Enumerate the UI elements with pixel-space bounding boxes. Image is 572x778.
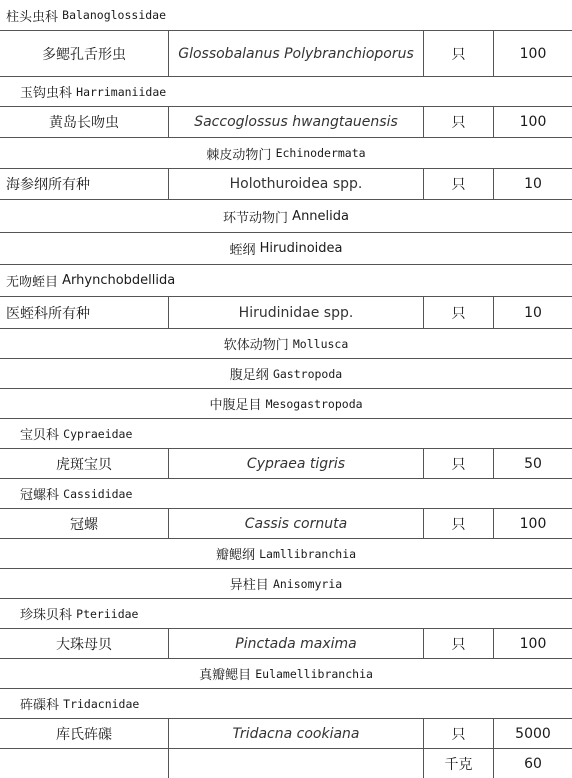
scientific-name xyxy=(168,749,423,778)
table-row-header xyxy=(0,233,572,265)
family-latin: Cypraeidae xyxy=(63,426,133,441)
common-name: 库氏砗磲 xyxy=(56,726,112,743)
class-latin: Lamllibranchia xyxy=(259,546,357,561)
table-row xyxy=(0,509,572,539)
quantity: 10 xyxy=(493,169,572,199)
table-row xyxy=(0,629,572,659)
table-row-header xyxy=(0,389,572,419)
order-name: 真瓣鳃目 xyxy=(199,668,252,683)
unit: 千克 xyxy=(423,749,493,778)
phylum-name: 软体动物门 xyxy=(223,338,289,353)
table-row-header xyxy=(0,479,572,509)
common-name: 海参纲所有种 xyxy=(6,177,90,193)
table-row-header xyxy=(0,265,572,297)
class-latin: Hirudinoidea xyxy=(259,241,343,256)
family-name: 玉钩虫科 xyxy=(20,86,73,101)
table-row xyxy=(0,297,572,329)
table-row xyxy=(0,107,572,138)
table-row-header xyxy=(0,569,572,599)
scientific-name: Glossobalanus Polybranchioporus xyxy=(168,31,423,76)
scientific-name: Saccoglossus hwangtauensis xyxy=(168,107,423,137)
unit: 只 xyxy=(423,629,493,658)
common-name: 多鳃孔舌形虫 xyxy=(42,46,126,63)
table-row-header xyxy=(0,138,572,169)
unit: 只 xyxy=(423,107,493,137)
table-row-header xyxy=(0,659,572,689)
common-name xyxy=(0,749,168,778)
scientific-name: Cypraea tigris xyxy=(168,449,423,478)
phylum-latin: Annelida xyxy=(292,208,349,224)
family-latin: Tridacnidae xyxy=(63,696,140,711)
unit: 只 xyxy=(423,719,493,748)
quantity: 100 xyxy=(493,31,572,76)
order-latin: Eulamellibranchia xyxy=(255,666,373,681)
scientific-name: Tridacna cookiana xyxy=(168,719,423,748)
common-name: 冠螺 xyxy=(70,516,98,533)
unit: 只 xyxy=(423,297,493,328)
table-row xyxy=(0,449,572,479)
table-row-header xyxy=(0,689,572,719)
family-name: 冠螺科 xyxy=(20,488,60,503)
scientific-name: Hirudinidae spp. xyxy=(168,297,423,328)
class-latin: Gastropoda xyxy=(272,366,343,381)
quantity: 100 xyxy=(493,107,572,137)
order-latin: Anisomyria xyxy=(272,576,343,591)
quantity: 5000 xyxy=(493,719,572,748)
table-row-header xyxy=(0,599,572,629)
table-row-header xyxy=(0,539,572,569)
scientific-name: Holothuroidea spp. xyxy=(168,169,423,199)
family-name: 柱头虫科 xyxy=(6,9,59,25)
quantity: 60 xyxy=(493,749,572,778)
class-name: 腹足纲 xyxy=(229,368,269,383)
class-name: 瓣鳃纲 xyxy=(215,548,255,563)
table-row-header xyxy=(0,0,572,31)
scientific-name: Pinctada maxima xyxy=(168,629,423,658)
family-name: 砗磲科 xyxy=(20,698,60,713)
table-row-header xyxy=(0,359,572,389)
table-row-header xyxy=(0,77,572,107)
phylum-latin: Mollusca xyxy=(292,336,349,351)
phylum-name: 棘皮动物门 xyxy=(206,147,272,163)
quantity: 100 xyxy=(493,509,572,538)
common-name: 医蛭科所有种 xyxy=(6,305,90,322)
table-row-header xyxy=(0,419,572,449)
table-row xyxy=(0,749,572,778)
table-row xyxy=(0,719,572,749)
table-row xyxy=(0,31,572,77)
table-row-header xyxy=(0,329,572,359)
class-name: 蛭纲 xyxy=(229,243,256,258)
unit: 只 xyxy=(423,169,493,199)
unit: 只 xyxy=(423,449,493,478)
order-latin: Mesogastropoda xyxy=(265,396,363,411)
family-latin: Harrimaniidae xyxy=(76,84,167,99)
table-row xyxy=(0,169,572,200)
quantity: 100 xyxy=(493,629,572,658)
order-name: 异柱目 xyxy=(229,578,269,593)
unit: 只 xyxy=(423,509,493,538)
family-latin: Pteriidae xyxy=(76,606,139,621)
scientific-name: Cassis cornuta xyxy=(168,509,423,538)
common-name: 大珠母贝 xyxy=(56,636,112,653)
family-name: 珍珠贝科 xyxy=(20,608,73,623)
table-row-header xyxy=(0,200,572,233)
order-latin: Arhynchobdellida xyxy=(62,273,176,288)
common-name: 黄岛长吻虫 xyxy=(49,115,119,131)
phylum-latin: Echinodermata xyxy=(275,146,366,160)
family-latin: Balanoglossidae xyxy=(62,8,167,22)
order-name: 无吻蛭目 xyxy=(6,275,59,290)
family-name: 宝贝科 xyxy=(20,428,60,443)
quantity: 50 xyxy=(493,449,572,478)
family-latin: Cassididae xyxy=(63,486,133,501)
phylum-name: 环节动物门 xyxy=(223,210,289,226)
order-name: 中腹足目 xyxy=(209,398,262,413)
common-name: 虎斑宝贝 xyxy=(56,456,112,473)
quantity: 10 xyxy=(493,297,572,328)
unit: 只 xyxy=(423,31,493,76)
